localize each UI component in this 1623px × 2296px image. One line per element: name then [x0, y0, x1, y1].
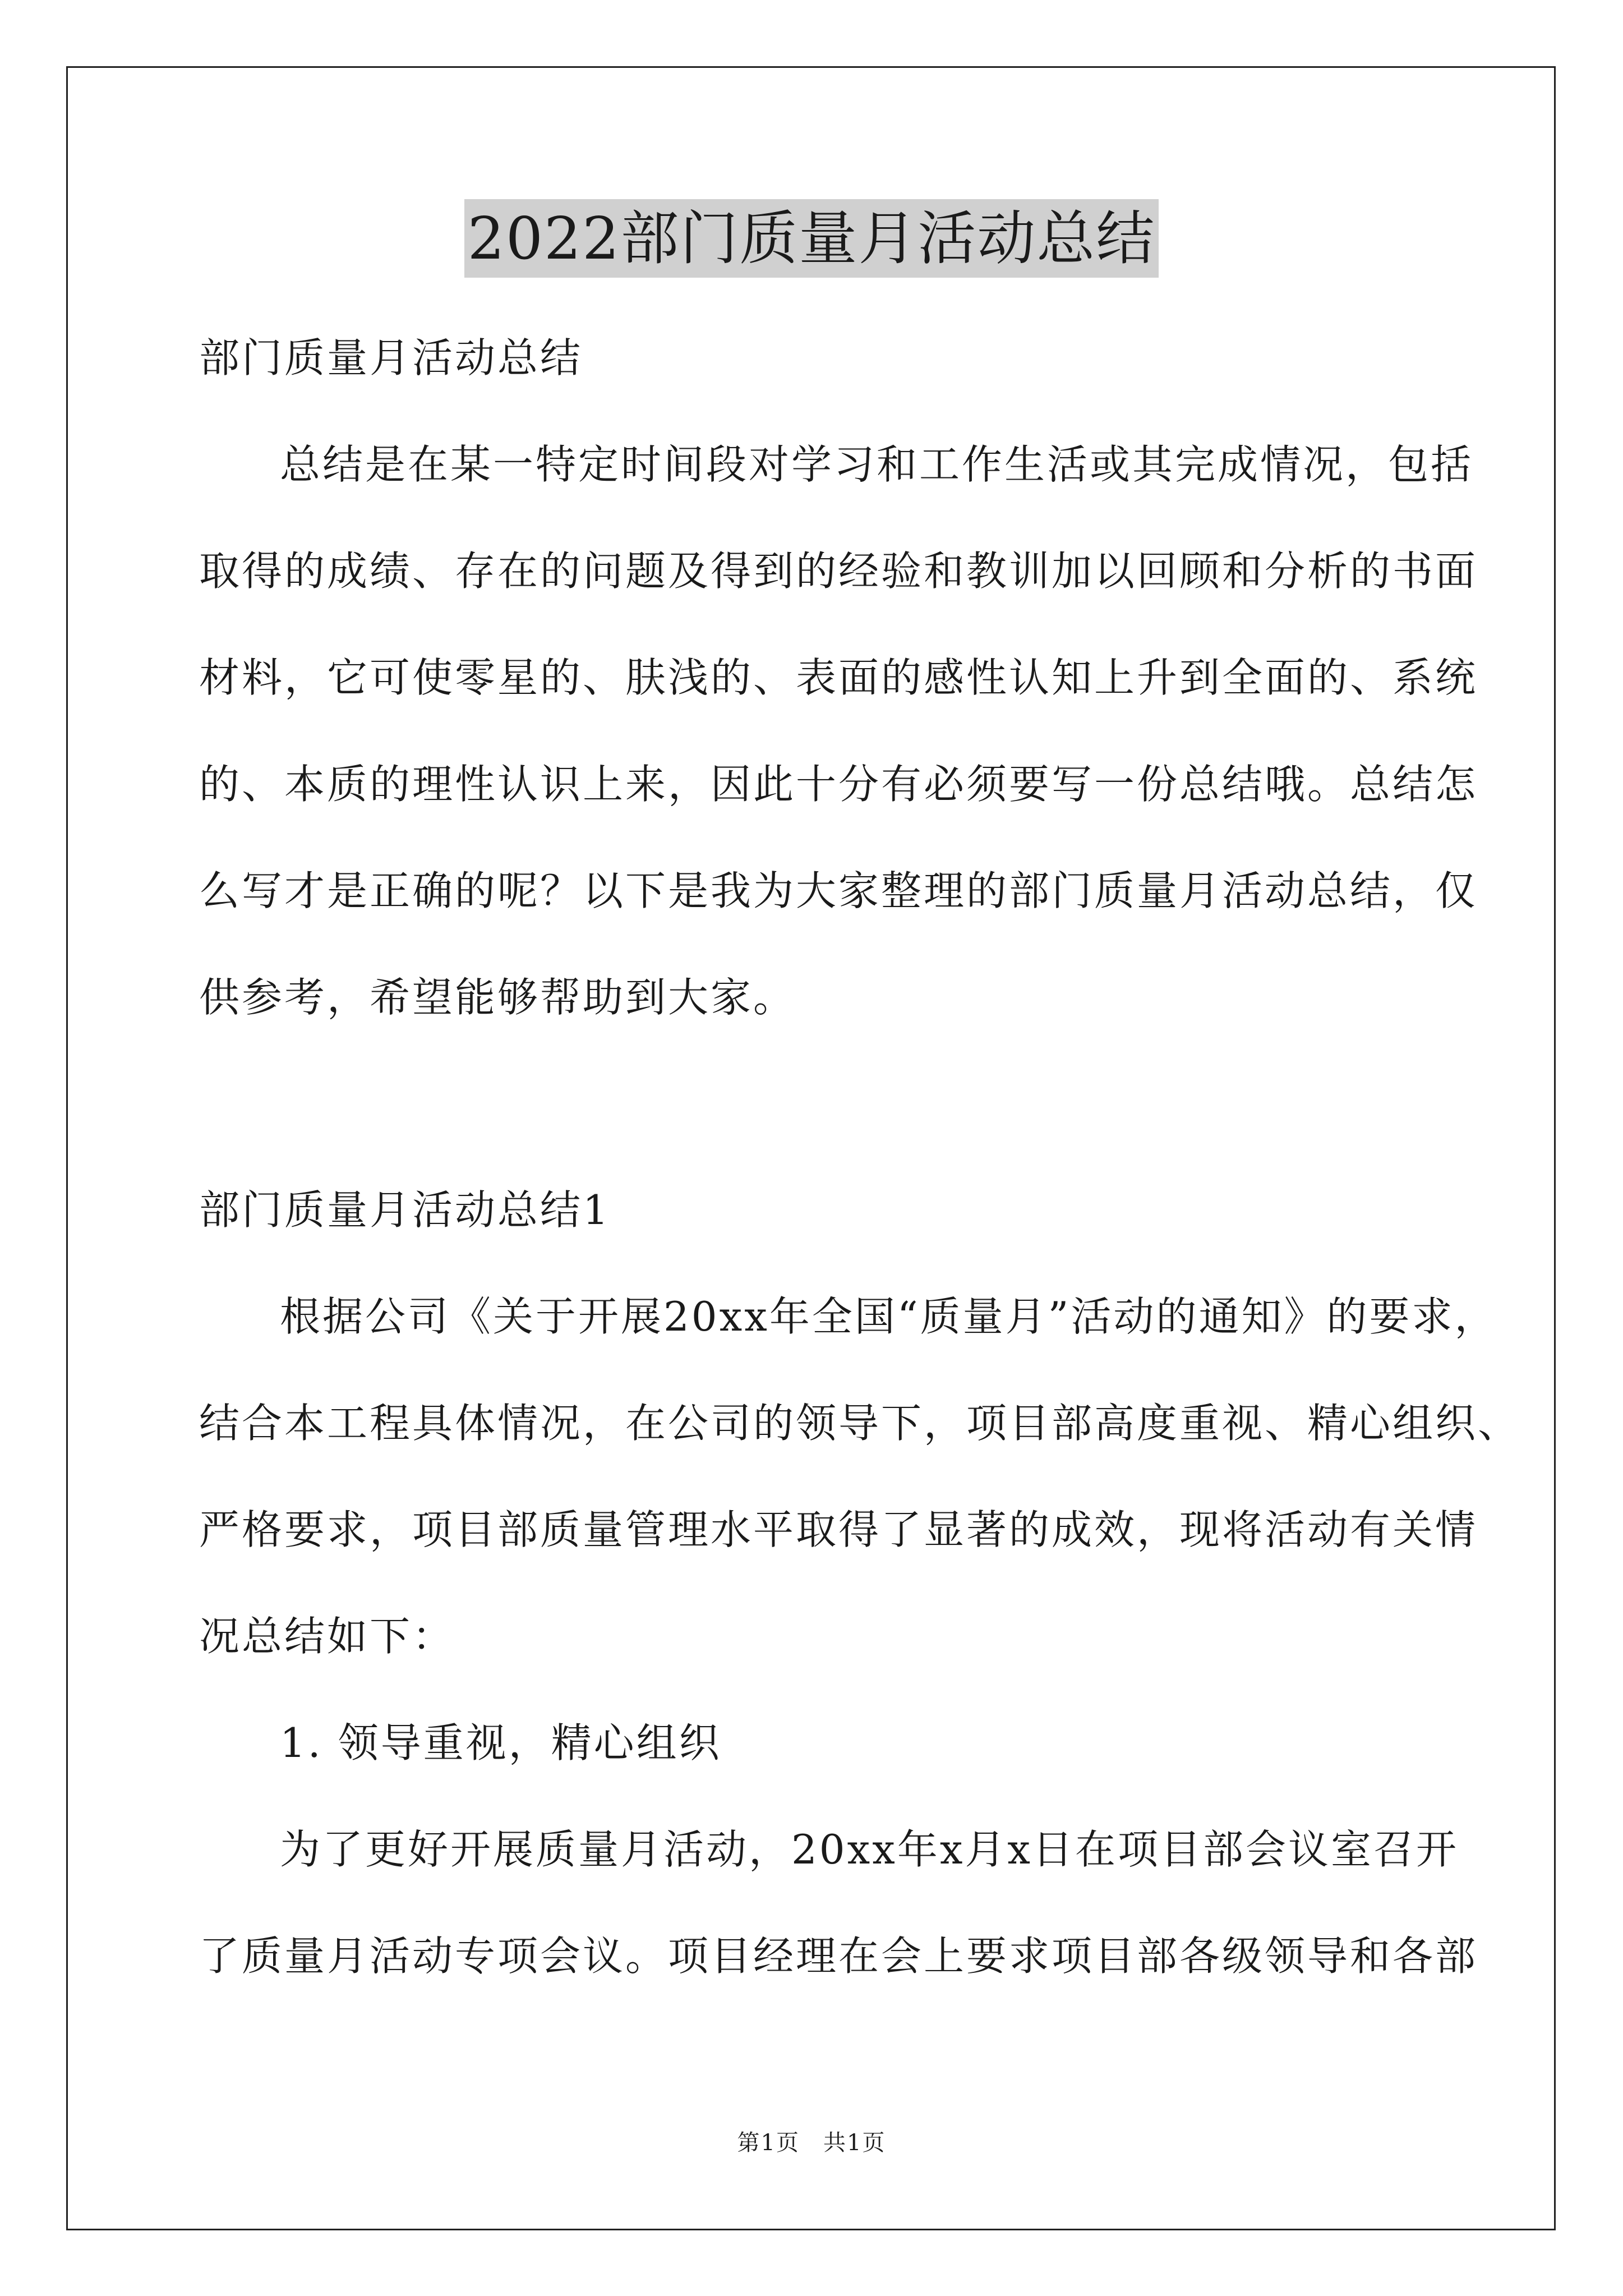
- section-line: 结合本工程具体情况，在公司的领导下，项目部高度重视、精心组织、: [199, 1400, 1521, 1447]
- intro-line: 供参考，希望能够帮助到大家。: [199, 974, 796, 1021]
- intro-line: 总结是在某一特定时间段对学习和工作生活或其完成情况，包括: [280, 441, 1474, 488]
- section-line: 根据公司《关于开展20xx年全国“质量月”活动的通知》的要求，: [280, 1293, 1497, 1340]
- intro-line: 材料，它可使零星的、肤浅的、表面的感性认知上升到全面的、系统: [199, 654, 1478, 701]
- intro-line: 么写才是正确的呢？以下是我为大家整理的部门质量月活动总结，仅: [199, 867, 1478, 914]
- section-line: 况总结如下：: [199, 1613, 455, 1660]
- subtitle: 部门质量月活动总结: [199, 334, 583, 381]
- document-body: [199, 331, 1521, 1983]
- point-line: 为了更好开展质量月活动，20xx年x月x日在项目部会议室召开: [280, 1826, 1459, 1873]
- intro-line: 的、本质的理性认识上来，因此十分有必须要写一份总结哦。总结怎: [199, 761, 1478, 808]
- document-title: 2022部门质量月活动总结: [464, 199, 1159, 278]
- section-heading: 部门质量月活动总结1: [199, 1186, 611, 1234]
- section-line: 严格要求，项目部质量管理水平取得了显著的成效，现将活动有关情: [199, 1506, 1478, 1553]
- intro-line: 取得的成绩、存在的问题及得到的经验和教训加以回顾和分析的书面: [199, 547, 1478, 595]
- point-line: 了质量月活动专项会议。项目经理在会上要求项目部各级领导和各部: [199, 1932, 1478, 1980]
- title-container: [0, 199, 1623, 278]
- point-heading: 1. 领导重视，精心组织: [280, 1719, 722, 1766]
- page-footer: 第1页 共1页: [737, 2130, 886, 2156]
